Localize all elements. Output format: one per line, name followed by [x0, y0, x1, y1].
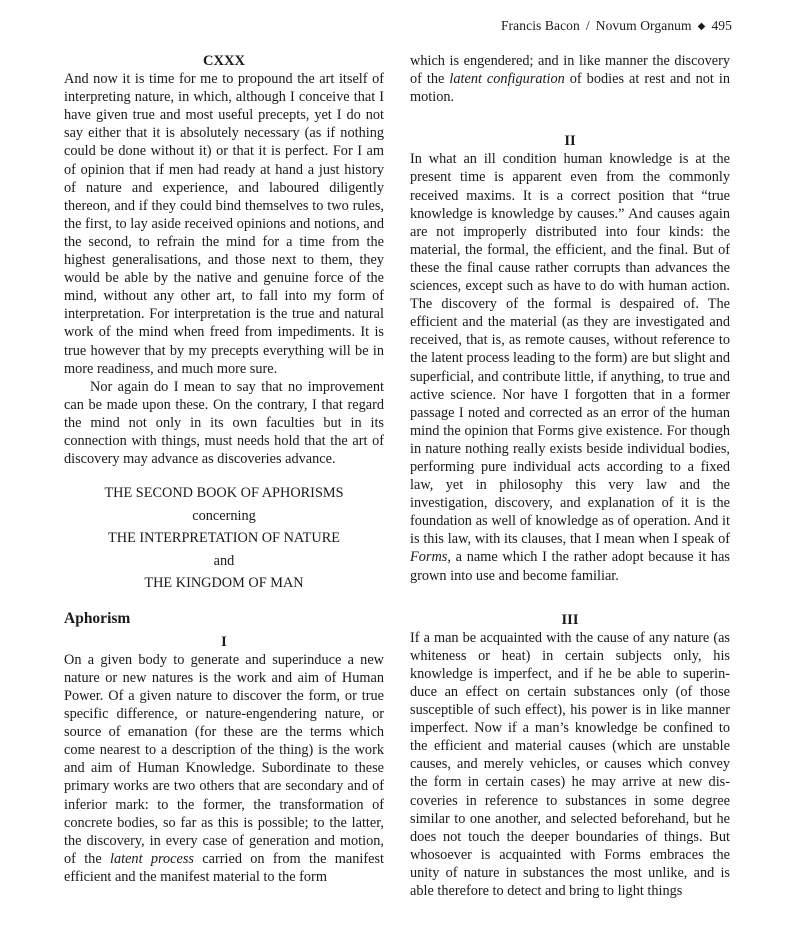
paragraph: If a man be acquainted with the cause of any nature (as whiteness or heat) in certain subjects only, his knowledge is imperfect, and if he be able to superinduce an effect on certain substances only (of those susceptible of such effect), his power is in like manner imperfect. Now if a man’s knowledge be confined to the efficient and material causes (which are unstable causes, and merely vehicles, or causes which convey the form in certain cases) he may arrive at new discoveries in reference to substances in some degree similar to one another, and selected beforehand, but he does not touch the deeper boundaries of things. But whosoever is acquainted with Forms embraces the unity of nature in substances the most unlike, and is able therefore to detect and bring to light things: [410, 629, 730, 900]
italic-term: latent process: [109, 850, 194, 867]
book-title-line: THE INTERPRETATION OF NATURE: [108, 530, 340, 547]
italic-term: latent configuration: [449, 71, 565, 88]
diamond-ornament-icon: ◆: [697, 21, 706, 32]
text-run: On a given body to generate and superinduce a new nature or new natures is the work and aim of Human Power. Of a given nature to discover the form, or true specific difference, or nature-engendering nature, or source of emanation (for these are the terms which come nearest to a description of the thing) is the work and aim of Human Knowledge. Subordinate to these primary works are two others that are secondary and of inferior mark: to the former, the transformation of concrete bodies, so far as this is possible; to the latter, the discovery, in every case of generation and motion, of the: [64, 651, 384, 867]
paragraph: Nor again do I mean to say that no improvement can be made upon these. On the contrary, I that regard the mind not only in its own faculties but in its connection with things, must needs hold that the art of discovery may advance as discoveries advance.: [64, 378, 384, 468]
italic-term: Forms: [410, 549, 448, 566]
text-run: , a name which I the rather adopt because it has grown into use and become familiar.: [410, 549, 730, 584]
text-run: of bodies at rest and not in motion.: [410, 71, 730, 106]
running-head-work: Novum Organum: [595, 18, 692, 33]
aphorism-heading-iii: III: [561, 611, 579, 628]
aphorism-heading-i: I: [221, 633, 227, 650]
running-head: [501, 18, 732, 34]
paragraph: [64, 651, 384, 886]
text-run: carried on from the manifest efficient and the manifest material to the form: [64, 850, 384, 885]
paragraph: And now it is time for me to propound the art itself of interpreting nature, in which, although I conceive that I have given true and most useful precepts, yet I do not say either that it is absolutely necessary (as if nothing could be done without it) or that it is perfect. For I am of opinion that if men had ready at hand a just history of nature and experience, and laboured diligently thereon, and if they could bind themselves to two rules, the first, to lay aside received opinions and notions, and the second, to refrain the mind for a time from the highest generalisations, and those next to them, they would be able by the native and genuine force of the mind, without any other art, to fall into my form of interpretation. For interpretation is the true and natural work of the mind when freed from impediments. It is true however that by my precepts everything will be in more readiness, and much more sure.: [64, 71, 384, 377]
running-head-author: Francis Bacon: [500, 18, 580, 33]
aphorism-heading-ii: II: [564, 133, 576, 150]
book-title-line: and: [213, 552, 235, 569]
text-run: which is engendered; and in like manner the discovery of the: [410, 53, 730, 88]
running-head-separator: /: [585, 18, 590, 33]
page-number: 495: [711, 18, 732, 33]
left-column: [64, 52, 384, 886]
book-title-line: THE KINGDOM OF MAN: [144, 575, 304, 592]
book-title-line: THE SECOND BOOK OF APHORISMS: [104, 485, 344, 502]
book-title-line: concerning: [192, 507, 256, 524]
paragraph: [410, 150, 730, 584]
paragraph: [410, 52, 730, 106]
aphorism-label: Aphorism: [64, 609, 131, 627]
text-run: In what an ill condition human knowledge is at the present time is apparent even from the commonly received maxims. It is a correct position that “true knowledge is knowledge by causes.” And causes again are not improperly distributed into four kinds: the material, the formal, the efficient, and the final. But of these the final cause rather corrupts than advances the sciences, except such as have to do with human action. The discovery of the formal is despaired of. The efficient and the material (as they are investigated and received, that is, as remote causes, without reference to the latent process leading to the form) are but slight and superficial, and contribute little, if anything, to true and active science. Nor have I forgotten that in a former passage I noted and corrected as an error of the human mind the opinion that Forms give existence. For though in nature nothing really exists beside individual bodies, performing pure individual acts according to a fixed law, yet in philosophy this very law and the investigation, discovery, and explanation of it is the foundation as well of knowledge as of operation. And it is this law, with its clauses, that I mean when I speak of: [410, 151, 730, 548]
book-title: [64, 482, 384, 595]
aphorism-heading-cxxx: CXXX: [203, 53, 245, 69]
right-column: [410, 52, 730, 900]
